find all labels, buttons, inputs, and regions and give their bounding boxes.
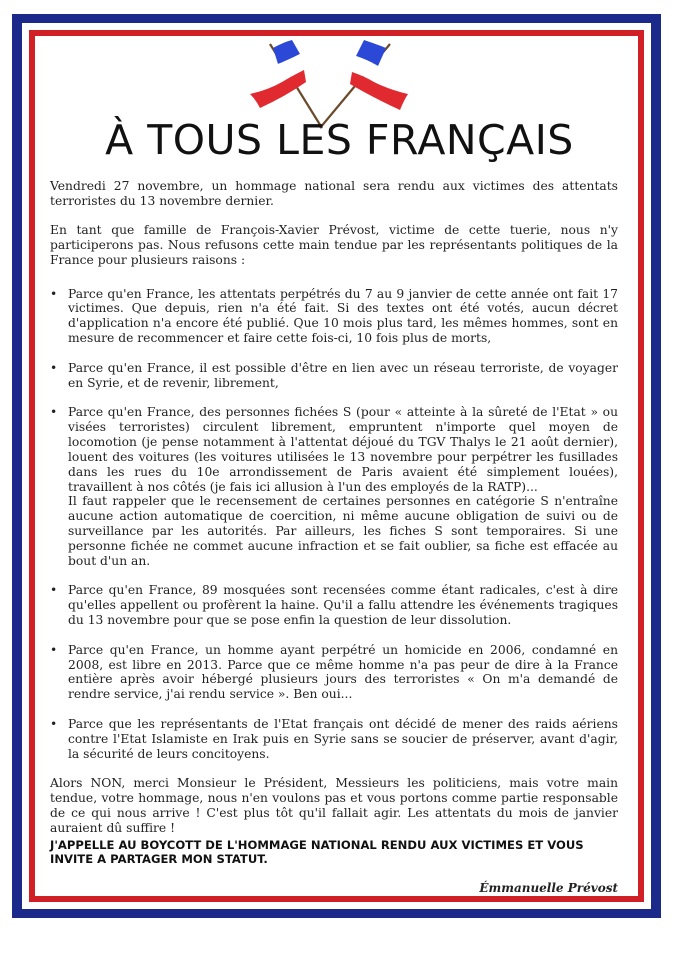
bullet-icon: • xyxy=(50,404,58,419)
reasons-list xyxy=(50,287,618,762)
call-to-action: J'APPELLE AU BOYCOTT DE L'HOMMAGE NATIONAL RENDU AUX VICTIMES ET VOUS INVITE A PARTAGER MON STATUT. xyxy=(50,837,584,867)
list-item xyxy=(50,717,618,762)
list-item-continuation: Il faut rappeler que le recensement de certaines personnes en catégorie S n'entraîne aucune action automatique de coercition, ni même aucune obligation de suivi ou de surveillance par les autorités. Par ailleurs, les fiches S sont temporaires. Si une personne fichée ne commet aucune infraction et se fait oublier, sa fiche est effacée au bout d'un an. xyxy=(68,494,618,569)
list-item-text: Parce que les représentants de l'Etat français ont décidé de mener des raids aériens contre l'Etat Islamiste en Irak puis en Syrie sans se soucier de préserver, avant d'agir, la sécurité de leurs concitoyens. xyxy=(68,716,618,761)
list-item xyxy=(50,583,618,628)
page-title: À TOUS LES FRANÇAIS xyxy=(105,116,574,164)
list-item-text: Parce qu'en France, 89 mosquées sont recensées comme étant radicales, c'est à dire qu'elles appellent ou profèrent la haine. Qu'il a fallu attendre les événements tragiques du 13 novembre pour que se pose enfin la question de leur dissolution. xyxy=(68,583,618,628)
intro-paragraph: En tant que famille de François-Xavier Prévost, victime de cette tuerie, nous n'y participerons pas. Nous refusons cette main tendue par les représentants politiques de la France pour plusieurs raisons : xyxy=(50,222,618,267)
intro-paragraph: Vendredi 27 novembre, un hommage national sera rendu aux victimes des attentats terroristes du 13 novembre dernier. xyxy=(50,179,618,208)
bullet-icon: • xyxy=(50,716,58,731)
list-item-text: Parce qu'en France, il est possible d'être en lien avec un réseau terroriste, de voyager en Syrie, et de revenir, librement, xyxy=(68,360,618,390)
letter-body xyxy=(50,179,618,896)
list-item xyxy=(50,643,618,703)
bullet-icon: • xyxy=(50,642,58,657)
list-item-text: Parce qu'en France, les attentats perpétrés du 7 au 9 janvier de cette année ont fait 17 victimes. Que depuis, rien n'a été fait. Si des textes ont été votés, aucun décret d'application n'a encore été publié. Que 10 mois plus tard, les mêmes hommes, sont en mesure de recommencer et faire cette fois-ci, 10 fois plus de morts, xyxy=(68,286,618,346)
signature: Émmanuelle Prévost xyxy=(479,880,618,895)
list-item xyxy=(50,405,618,569)
list-item xyxy=(50,361,618,391)
list-item xyxy=(50,287,618,347)
bullet-icon: • xyxy=(50,583,58,598)
conclusion-paragraph: Alors NON, merci Monsieur le Président, Messieurs les politiciens, mais votre main tendue, votre hommage, nous n'en voulons pas et vous portons comme partie responsable de ce qui nous arrive ! C'est plus tôt qu'il fallait agir. Les attentats du mois de janvier auraient dû suffire ! xyxy=(50,776,618,835)
list-item-text: Parce qu'en France, des personnes fichées S (pour « atteinte à la sûreté de l'Etat » ou visées terroristes) circulent librement, empruntent n'importe quel moyen de locomotion (je pense notamment à l'attentat déjoué du TGV Thalys le 21 août dernier), louent des voitures (les voitures utilisées le 13 novembre pour perpétrer les fusillades dans les rues du 10e arrondissement de Paris avaient été simplement louées), travaillent à nos côtés (je fais ici allusion à l'un des employés de la RATP)... xyxy=(68,404,618,494)
bullet-icon: • xyxy=(50,286,58,301)
list-item-text: Parce qu'en France, un homme ayant perpétré un homicide en 2006, condamné en 2008, est libre en 2013. Parce que ce même homme n'a pas peur de dire à la France entière après avoir hébergé plusieurs jours des terroristes « On m'a demandé de rendre service, j'ai rendu service ». Ben oui... xyxy=(68,642,618,702)
french-flag-icon xyxy=(320,40,408,128)
bullet-icon: • xyxy=(50,360,58,375)
french-flag-icon xyxy=(250,40,322,128)
